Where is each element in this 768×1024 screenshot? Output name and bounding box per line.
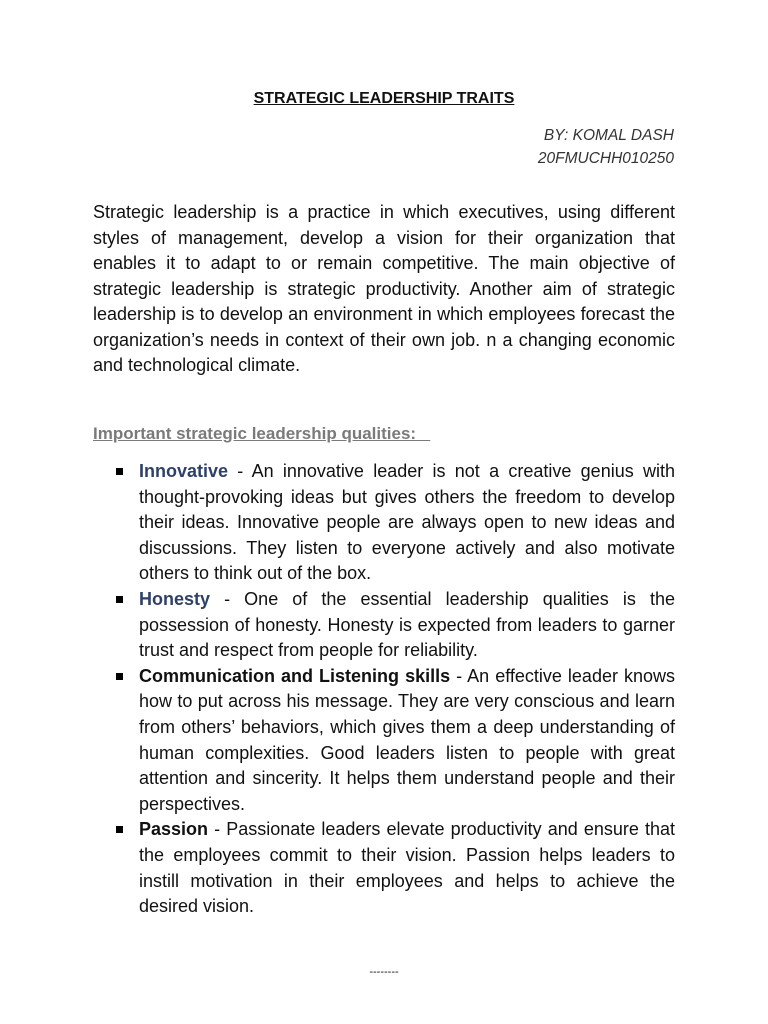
list-item bbox=[139, 664, 675, 818]
page-footer-mark: -------- bbox=[369, 966, 399, 978]
square-bullet-icon bbox=[116, 596, 123, 603]
square-bullet-icon bbox=[116, 826, 123, 833]
quality-term: Communication and Listening skills bbox=[139, 665, 451, 686]
document-title: STRATEGIC LEADERSHIP TRAITS bbox=[253, 90, 515, 107]
quality-description: - An effective leader knows how to put across his message. They are very conscious and learn from others’ behaviors, which gives them a deep understanding of human complexities. Good leaders listen to people with great attention and sincerity. It helps them understand people and their perspectives. bbox=[139, 665, 675, 814]
intro-paragraph: Strategic leadership is a practice in which executives, using different styles of management, develop a vision for their organization that enables it to adapt to or remain competitive. The main objective of strategic leadership is strategic productivity. Another aim of strategic leadership is to develop an environment in which employees forecast the organization’s needs in context of their own job. n a changing economic and technological climate. bbox=[93, 202, 675, 375]
quality-term: Passion bbox=[139, 819, 209, 840]
quality-term: Innovative bbox=[139, 461, 229, 481]
quality-description: - One of the essential leadership qualities is the possession of honesty. Honesty is expected from leaders to garner trust and respect from people for reliability. bbox=[139, 588, 675, 661]
quality-description: - Passionate leaders elevate productivity and ensure that the employees commit to their vision. Passion helps leaders to instill motivation in their employees and helps to achieve the desired vision. bbox=[139, 819, 675, 917]
list-item bbox=[139, 459, 675, 587]
id-line: 20FMUCHH010250 bbox=[537, 150, 674, 167]
quality-description: - An innovative leader is not a creative genius with thought-provoking ideas but gives others the freedom to develop their ideas. Innovative people are always open to new ideas and discussions. They listen to everyone actively and also motivate others to think out of the box. bbox=[139, 461, 675, 584]
byline bbox=[538, 124, 674, 170]
section-heading: Important strategic leadership qualities: bbox=[93, 424, 431, 443]
square-bullet-icon bbox=[116, 468, 123, 475]
qualities-list bbox=[139, 459, 675, 920]
list-item bbox=[139, 817, 675, 919]
quality-term: Honesty bbox=[139, 588, 211, 609]
list-item bbox=[139, 587, 675, 664]
author-line: BY: KOMAL DASH bbox=[543, 127, 674, 144]
square-bullet-icon bbox=[116, 673, 123, 680]
